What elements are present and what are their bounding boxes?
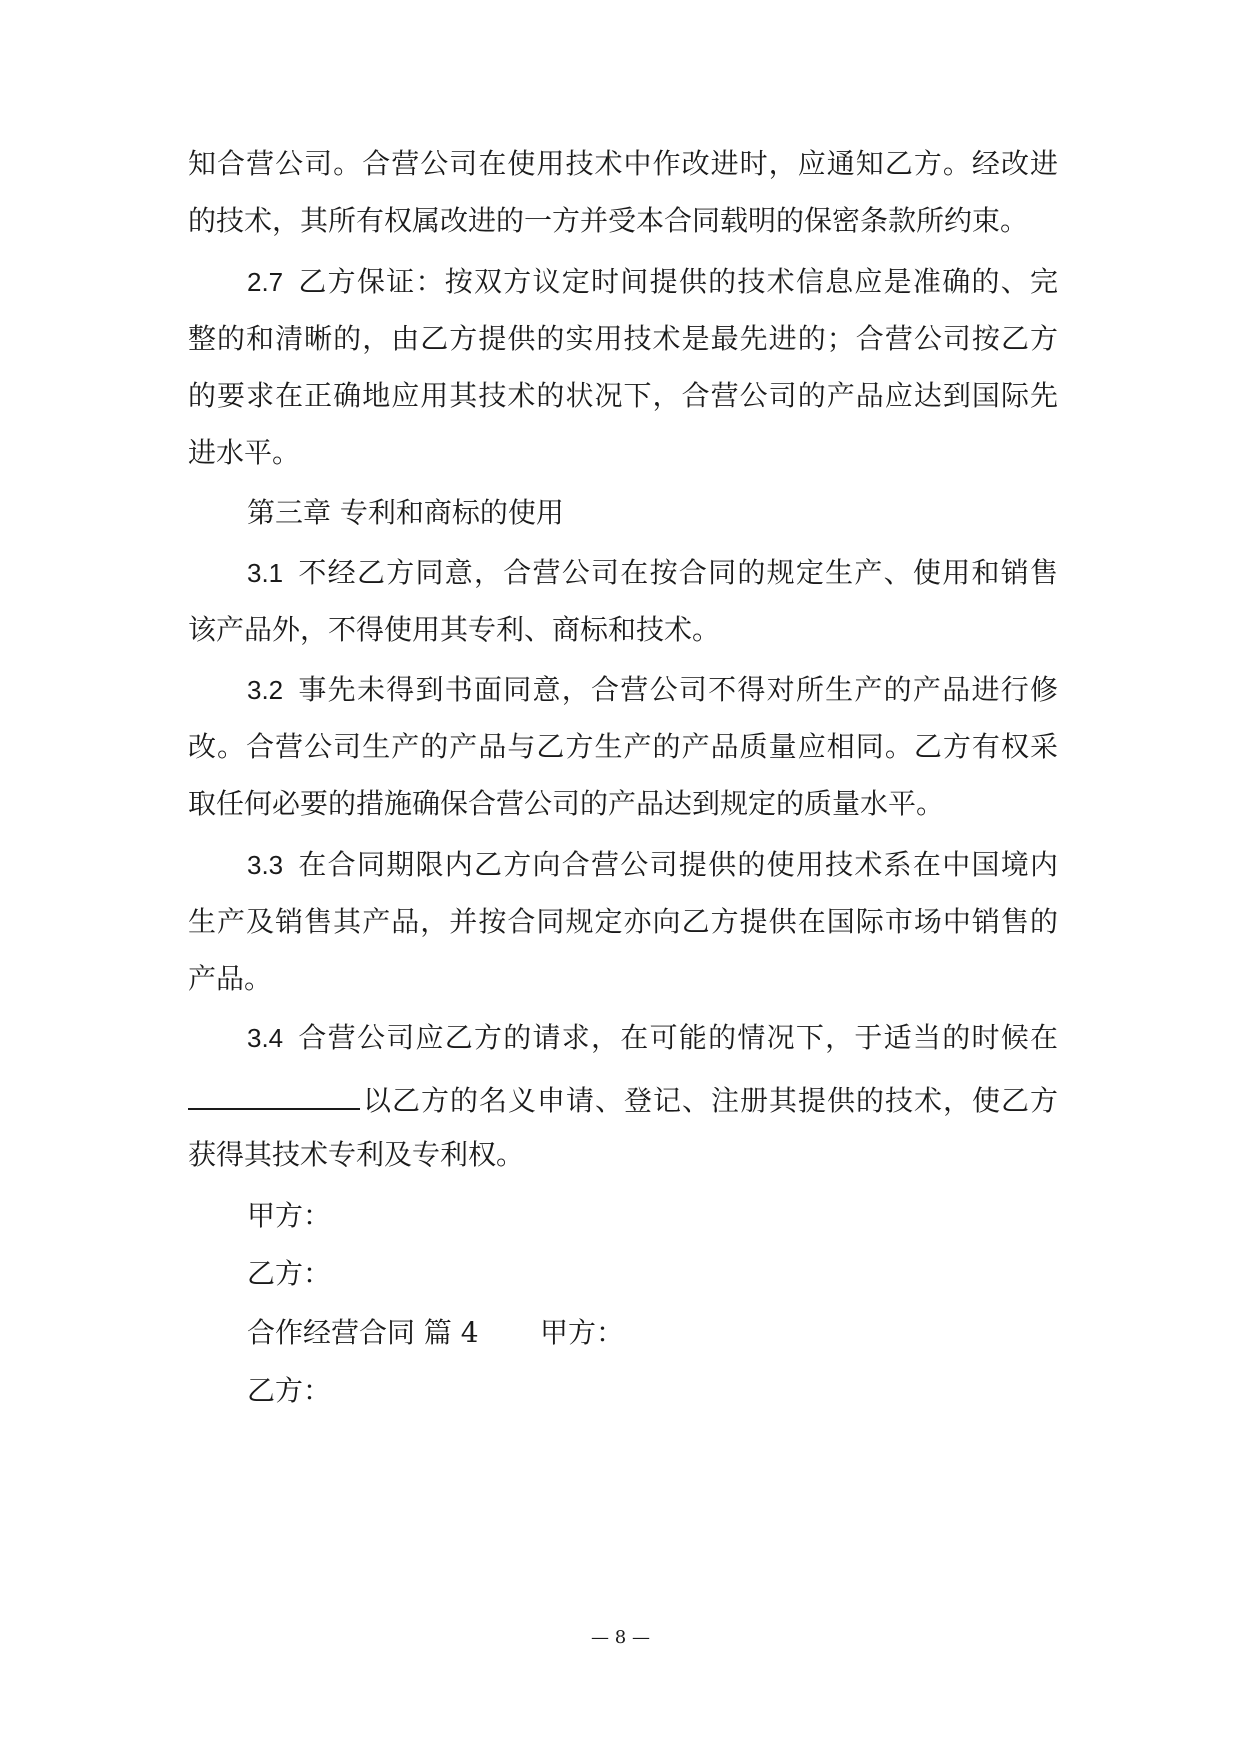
- clause-number: 3.2: [247, 675, 284, 705]
- party-a-label: 甲方：: [247, 1199, 332, 1232]
- clause-text: 不经乙方同意，合营公司在按合同的规定生产、使用和销售: [297, 556, 1058, 589]
- party-b-label: 乙方：: [247, 1257, 332, 1290]
- clause-text: 合营公司应乙方的请求，在可能的情况下，于适当的时候在: [297, 1021, 1058, 1054]
- paragraph-line: 知合营公司。合营公司在使用技术中作改进时，应通知乙方。经改进: [188, 147, 1058, 180]
- paragraph-line: 取任何必要的措施确保合营公司的产品达到规定的质量水平。: [188, 787, 945, 820]
- clause-3-4-line: [247, 1018, 1058, 1058]
- clause-text: 乙方保证：按双方议定时间提供的技术信息应是准确的、完: [297, 265, 1058, 298]
- page-number: — 8 —: [591, 1627, 650, 1648]
- clause-number: 3.3: [247, 850, 284, 880]
- clause-number: 3.1: [247, 558, 284, 588]
- paragraph-line: 该产品外，不得使用其专利、商标和技术。: [188, 613, 721, 646]
- fill-in-blank: [188, 1078, 360, 1110]
- paragraph-line: 获得其技术专利及专利权。: [188, 1138, 525, 1171]
- clause-3-3-line: [247, 845, 1058, 885]
- paragraph-line: 整的和清晰的，由乙方提供的实用技术是最先进的；合营公司按乙方: [188, 322, 1058, 355]
- next-party-a-label: 甲方：: [540, 1316, 625, 1349]
- next-contract-title: 合作经营合同 篇 4: [247, 1316, 479, 1349]
- paragraph-line: 的要求在正确地应用其技术的状况下，合营公司的产品应达到国际先: [188, 379, 1058, 412]
- clause-2-7-line: [247, 262, 1058, 302]
- clause-text: 事先未得到书面同意，合营公司不得对所生产的产品进行修: [297, 673, 1058, 706]
- clause-text: 以乙方的名义申请、登记、注册其提供的技术，使乙方: [362, 1084, 1058, 1117]
- paragraph-line: 的技术，其所有权属改进的一方并受本合同载明的保密条款所约束。: [188, 204, 1029, 237]
- paragraph-line: 生产及销售其产品，并按合同规定亦向乙方提供在国际市场中销售的: [188, 905, 1058, 938]
- paragraph-line: 产品。: [188, 962, 273, 995]
- clause-3-1-line: [247, 553, 1058, 593]
- clause-3-2-line: [247, 670, 1058, 710]
- clause-3-4-blank-line: [188, 1078, 1058, 1118]
- chapter-heading: 第三章 专利和商标的使用: [247, 496, 564, 529]
- clause-number: 2.7: [247, 267, 284, 297]
- paragraph-line: 进水平。: [188, 436, 301, 469]
- clause-number: 3.4: [247, 1023, 284, 1053]
- clause-text: 在合同期限内乙方向合营公司提供的使用技术系在中国境内: [297, 848, 1058, 881]
- next-party-b-label: 乙方：: [247, 1374, 332, 1407]
- paragraph-line: 改。合营公司生产的产品与乙方生产的产品质量应相同。乙方有权采: [188, 730, 1058, 763]
